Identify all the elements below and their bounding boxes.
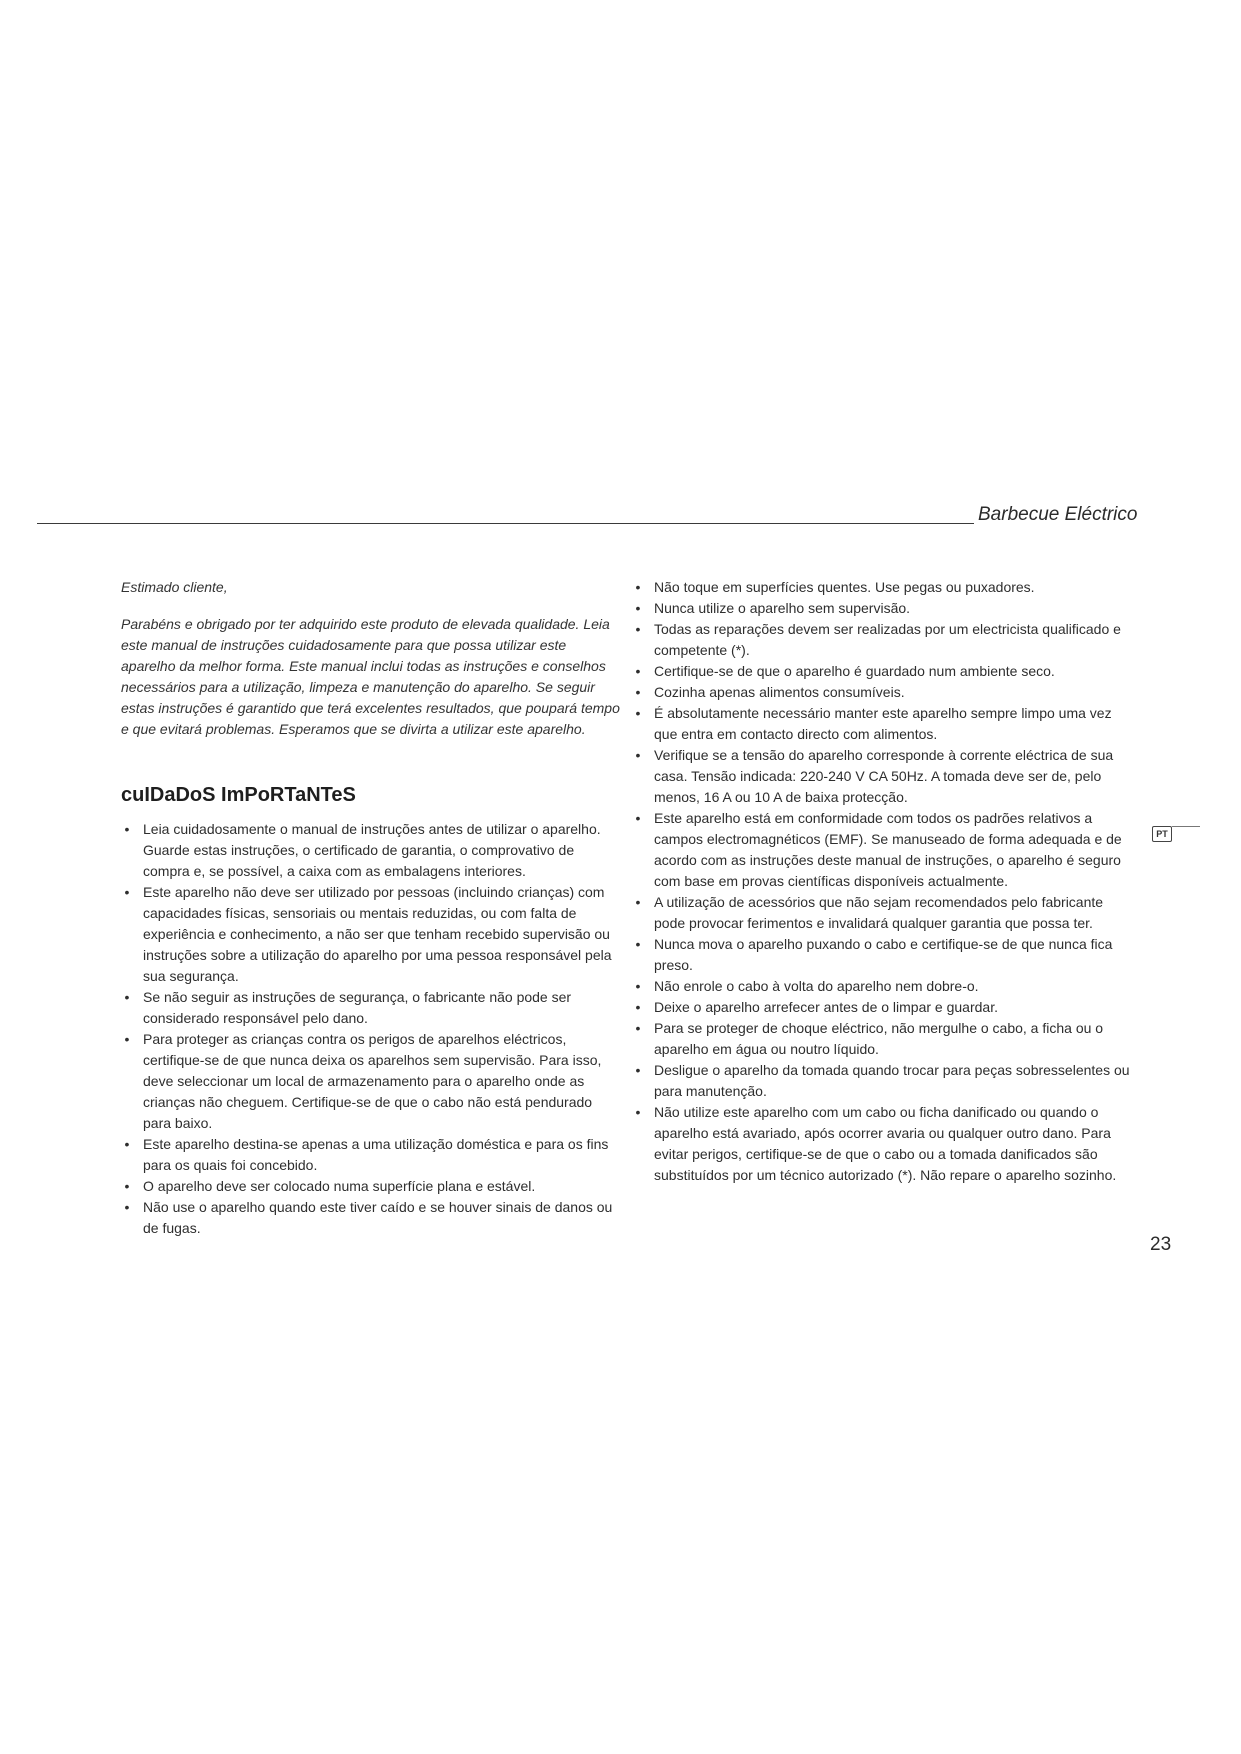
header-rule (37, 523, 974, 524)
bullet-icon: • (124, 1136, 130, 1152)
list-item: • Todas as reparações devem ser realizadas por um electricista qualificado e competente (*). (632, 619, 1132, 661)
bullet-icon: • (635, 684, 641, 700)
list-item: • Cozinha apenas alimentos consumíveis. (632, 682, 1132, 703)
bullet-icon: • (124, 1199, 130, 1215)
bullet-icon: • (124, 821, 130, 837)
list-item: • Nunca mova o aparelho puxando o cabo e certifique-se de que nunca fica preso. (632, 934, 1132, 976)
bullet-icon: • (124, 1031, 130, 1047)
bullet-icon: • (635, 1104, 641, 1120)
bullet-icon: • (635, 747, 641, 763)
document-header-title: Barbecue Eléctrico (978, 504, 1138, 525)
bullet-icon: • (635, 999, 641, 1015)
list-item: • Verifique se a tensão do aparelho corresponde à corrente eléctrica de sua casa. Tensão indicada: 220-240 V CA 50Hz. A tomada deve ser de, pelo menos, 16 A ou 10 A de baixa protecção. (632, 745, 1132, 808)
list-item: • Nunca utilize o aparelho sem supervisão. (632, 598, 1132, 619)
list-item: • Este aparelho está em conformidade com todos os padrões relativos a campos electromagnéticos (EMF). Se manuseado de forma adequada e de acordo com as instruções deste manual de instruções, o aparelho é seguro com base em provas científicas disponíveis actualmente. (632, 808, 1132, 892)
right-column (632, 577, 1132, 1186)
list-item: • Não toque em superfícies quentes. Use pegas ou puxadores. (632, 577, 1132, 598)
right-bullet-list (632, 577, 1132, 1186)
list-item: • Não utilize este aparelho com um cabo ou ficha danificado ou quando o aparelho está avariado, após ocorrer avaria ou qualquer outro dano. Para evitar perigos, certifique-se de que o cabo ou a tomada danificados são substituídos por um técnico autorizado (*). Não repare o aparelho sozinho. (632, 1102, 1132, 1186)
list-item: • É absolutamente necessário manter este aparelho sempre limpo uma vez que entra em contacto directo com alimentos. (632, 703, 1132, 745)
bullet-icon: • (124, 989, 130, 1005)
bullet-icon: • (635, 1020, 641, 1036)
bullet-icon: • (635, 579, 641, 595)
bullet-icon: • (635, 705, 641, 721)
language-tab: PT (1152, 826, 1172, 842)
bullet-icon: • (635, 936, 641, 952)
bullet-icon: • (635, 663, 641, 679)
list-item: • Não use o aparelho quando este tiver caído e se houver sinais de danos ou de fugas. (121, 1197, 621, 1239)
bullet-icon: • (635, 978, 641, 994)
list-item: • Não enrole o cabo à volta do aparelho nem dobre-o. (632, 976, 1132, 997)
bullet-icon: • (124, 1178, 130, 1194)
left-column (121, 577, 621, 1239)
bullet-icon: • (635, 810, 641, 826)
bullet-icon: • (635, 600, 641, 616)
intro-greeting: Estimado cliente, (121, 579, 228, 595)
list-item: • Desligue o aparelho da tomada quando trocar para peças sobresselentes ou para manutenção. (632, 1060, 1132, 1102)
list-item: • Para se proteger de choque eléctrico, não mergulhe o cabo, a ficha ou o aparelho em água ou noutro líquido. (632, 1018, 1132, 1060)
bullet-icon: • (635, 621, 641, 637)
list-item: • Para proteger as crianças contra os perigos de aparelhos eléctricos, certifique-se de que nunca deixa os aparelhos sem supervisão. Para isso, deve seleccionar um local de armazenamento para o aparelho onde as crianças não cheguem. Certifique-se de que o cabo não está pendurado para baixo. (121, 1029, 621, 1134)
bullet-icon: • (635, 894, 641, 910)
list-item: • Deixe o aparelho arrefecer antes de o limpar e guardar. (632, 997, 1132, 1018)
list-item: • Este aparelho não deve ser utilizado por pessoas (incluindo crianças) com capacidades físicas, sensoriais ou mentais reduzidas, ou com falta de experiência e conhecimento, a não ser que tenham recebido supervisão ou instruções sobre a utilização do aparelho por uma pessoa responsável pela sua segurança. (121, 882, 621, 987)
left-bullet-list (121, 819, 621, 1239)
list-item: • Este aparelho destina-se apenas a uma utilização doméstica e para os fins para os quais foi concebido. (121, 1134, 621, 1176)
intro-text: Parabéns e obrigado por ter adquirido este produto de elevada qualidade. Leia este manual de instruções cuidadosamente para que possa utilizar este aparelho da melhor forma. Este manual inclui todas as instruções e conselhos necessários para a utilização, limpeza e manutenção do aparelho. Se seguir estas instruções é garantido que terá excelentes resultados, que poupará tempo e que evitará problemas. Esperamos que se divirta a utilizar este aparelho. (121, 616, 620, 737)
list-item: • Certifique-se de que o aparelho é guardado num ambiente seco. (632, 661, 1132, 682)
bullet-icon: • (635, 1062, 641, 1078)
list-item: • O aparelho deve ser colocado numa superfície plana e estável. (121, 1176, 621, 1197)
section-title: cuIDaDoS ImPoRTaNTeS (121, 784, 356, 806)
list-item: • A utilização de acessórios que não sejam recomendados pelo fabricante pode provocar ferimentos e invalidará qualquer garantia que possa ter. (632, 892, 1132, 934)
list-item: • Leia cuidadosamente o manual de instruções antes de utilizar o aparelho. Guarde estas instruções, o certificado de garantia, o comprovativo de compra e, se possível, a caixa com as embalagens interiores. (121, 819, 621, 882)
language-tab-line (1172, 826, 1200, 827)
list-item: • Se não seguir as instruções de segurança, o fabricante não pode ser considerado responsável pelo dano. (121, 987, 621, 1029)
bullet-icon: • (124, 884, 130, 900)
page-number: 23 (1150, 1234, 1172, 1255)
